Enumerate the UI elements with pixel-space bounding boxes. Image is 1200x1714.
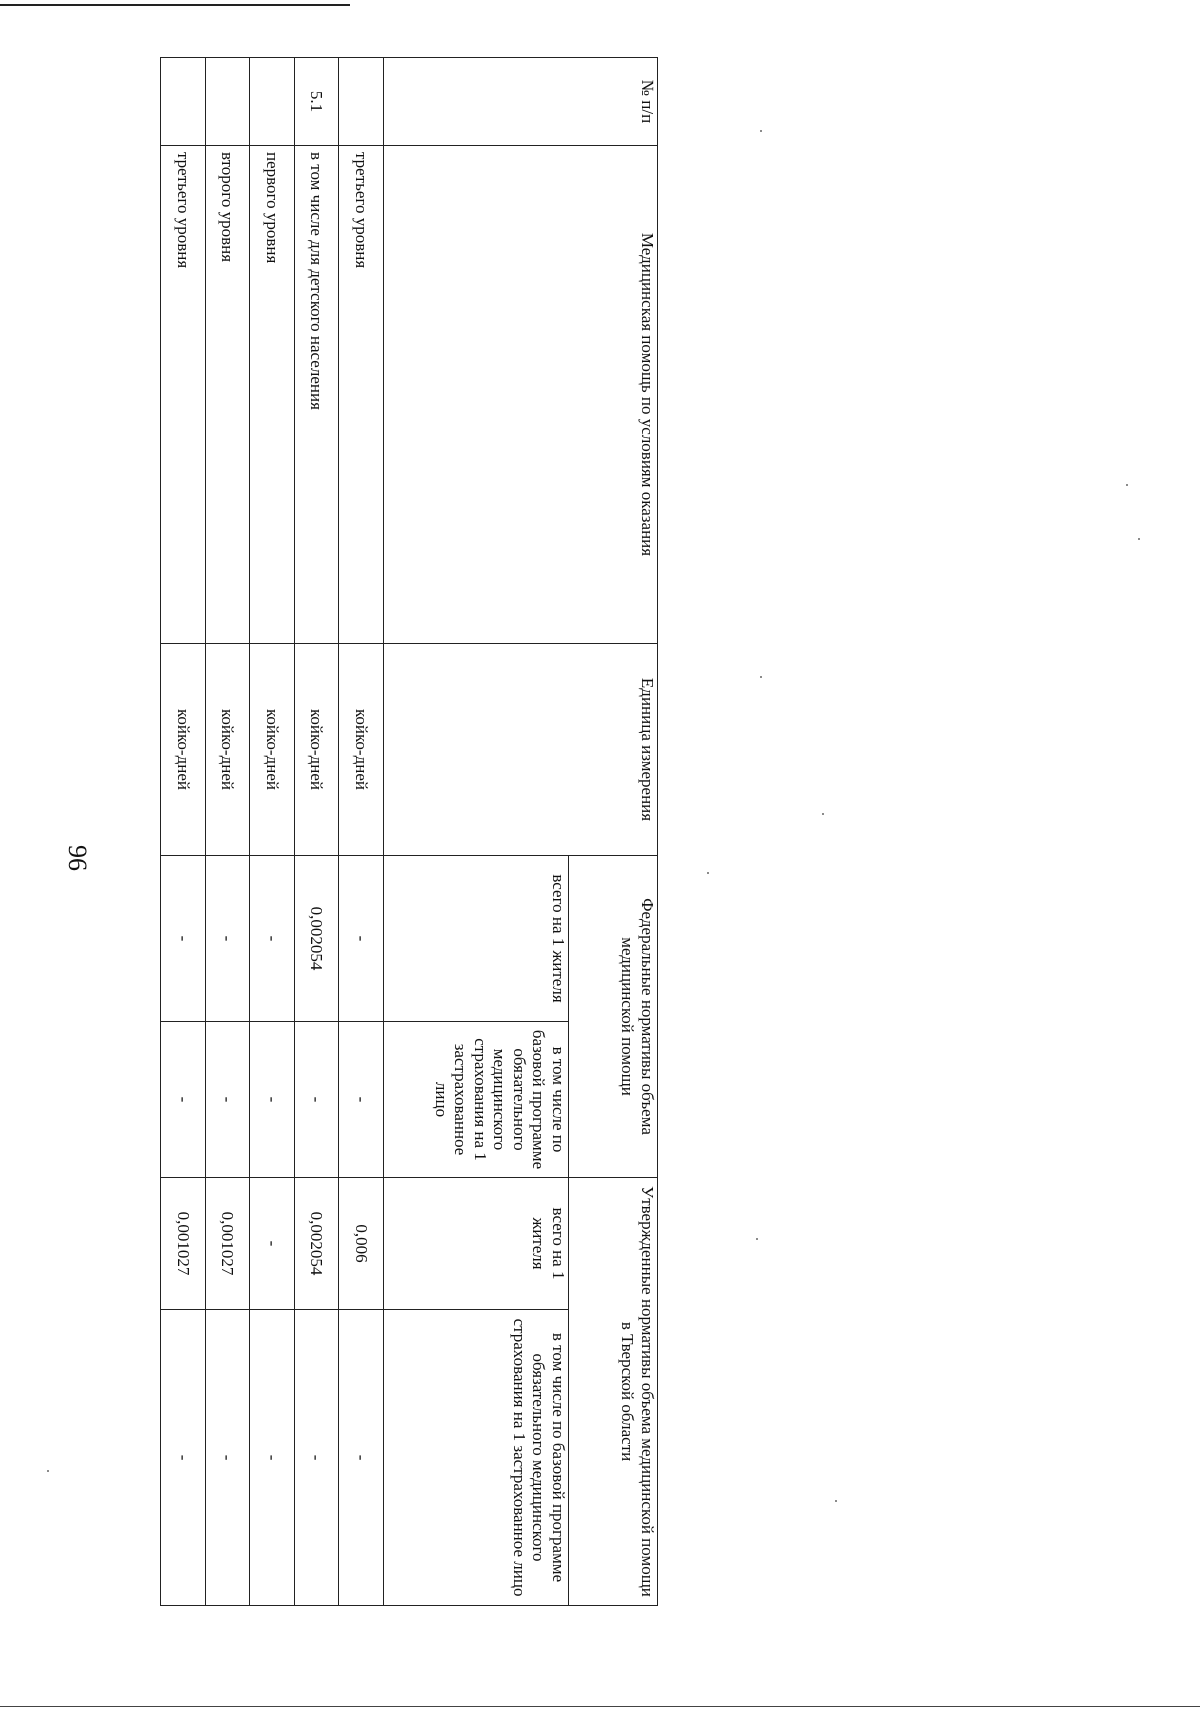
scan-edge-line [0, 4, 350, 6]
header-row [568, 58, 657, 1606]
scan-speck [1138, 538, 1140, 540]
row-number: 5.1 [294, 58, 339, 146]
row-regional-total: 0,002054 [294, 1178, 339, 1310]
scan-speck [707, 872, 709, 874]
row-unit: койко-дней [161, 644, 206, 856]
row-federal-oms: - [161, 1022, 206, 1178]
row-regional-total: 0,001027 [161, 1178, 206, 1310]
header-regional-norms: Утвержденные нормативы объема медицинской помощи в Тверской области [568, 1178, 657, 1606]
row-number [205, 58, 250, 146]
scan-speck [47, 1470, 49, 1472]
row-unit: койко-дней [250, 644, 295, 856]
page-number: 96 [63, 845, 92, 871]
header-number: № п/п [383, 58, 657, 146]
row-federal-total: - [250, 856, 295, 1022]
table-row [161, 58, 206, 1606]
row-regional-total: - [250, 1178, 295, 1310]
subheader-regional-per-resident: всего на 1 жителя [383, 1178, 568, 1310]
table-row [250, 58, 295, 1606]
row-federal-oms: - [205, 1022, 250, 1178]
row-care-type: третьего уровня [339, 146, 384, 644]
scan-speck [835, 1500, 837, 1502]
table-container [160, 57, 658, 1605]
row-care-type: второго уровня [205, 146, 250, 644]
row-unit: койко-дней [205, 644, 250, 856]
row-number [339, 58, 384, 146]
header-federal-norms: Федеральные нормативы объема медицинской помощи [568, 856, 657, 1178]
row-regional-total: 0,001027 [205, 1178, 250, 1310]
scan-speck [760, 676, 762, 678]
row-regional-total: 0,006 [339, 1178, 384, 1310]
row-federal-oms: - [339, 1022, 384, 1178]
subheader-regional-per-insured: в том числе по базовой программе обязательного медицинского страхования на 1 застрахованное лицо [383, 1310, 568, 1606]
row-care-type: третьего уровня [161, 146, 206, 644]
scan-speck [756, 1238, 758, 1240]
scan-speck [822, 813, 824, 815]
row-care-type: первого уровня [250, 146, 295, 644]
subheader-federal-per-insured: в том числе по базовой программе обязательного медицинского страхования на 1 застрахованное лицо [383, 1022, 568, 1178]
row-number [250, 58, 295, 146]
row-federal-total: - [205, 856, 250, 1022]
row-regional-oms: - [161, 1310, 206, 1606]
table-row [339, 58, 384, 1606]
table-row [205, 58, 250, 1606]
row-federal-oms: - [294, 1022, 339, 1178]
row-regional-oms: - [339, 1310, 384, 1606]
header-unit: Единица измерения [383, 644, 657, 856]
row-unit: койко-дней [339, 644, 384, 856]
row-number [161, 58, 206, 146]
row-federal-total: - [339, 856, 384, 1022]
scan-speck [1126, 484, 1128, 486]
header-care-type: Медицинская помощь по условиям оказания [383, 146, 657, 644]
row-federal-total: - [161, 856, 206, 1022]
row-unit: койко-дней [294, 644, 339, 856]
row-federal-total: 0,002054 [294, 856, 339, 1022]
scan-speck [760, 130, 762, 132]
norms-table [160, 57, 658, 1606]
row-regional-oms: - [250, 1310, 295, 1606]
row-federal-oms: - [250, 1022, 295, 1178]
scan-edge-line [0, 1706, 1200, 1707]
row-regional-oms: - [294, 1310, 339, 1606]
row-regional-oms: - [205, 1310, 250, 1606]
row-care-type: в том числе для детского населения [294, 146, 339, 644]
table-row [294, 58, 339, 1606]
subheader-federal-per-resident: всего на 1 жителя [383, 856, 568, 1022]
